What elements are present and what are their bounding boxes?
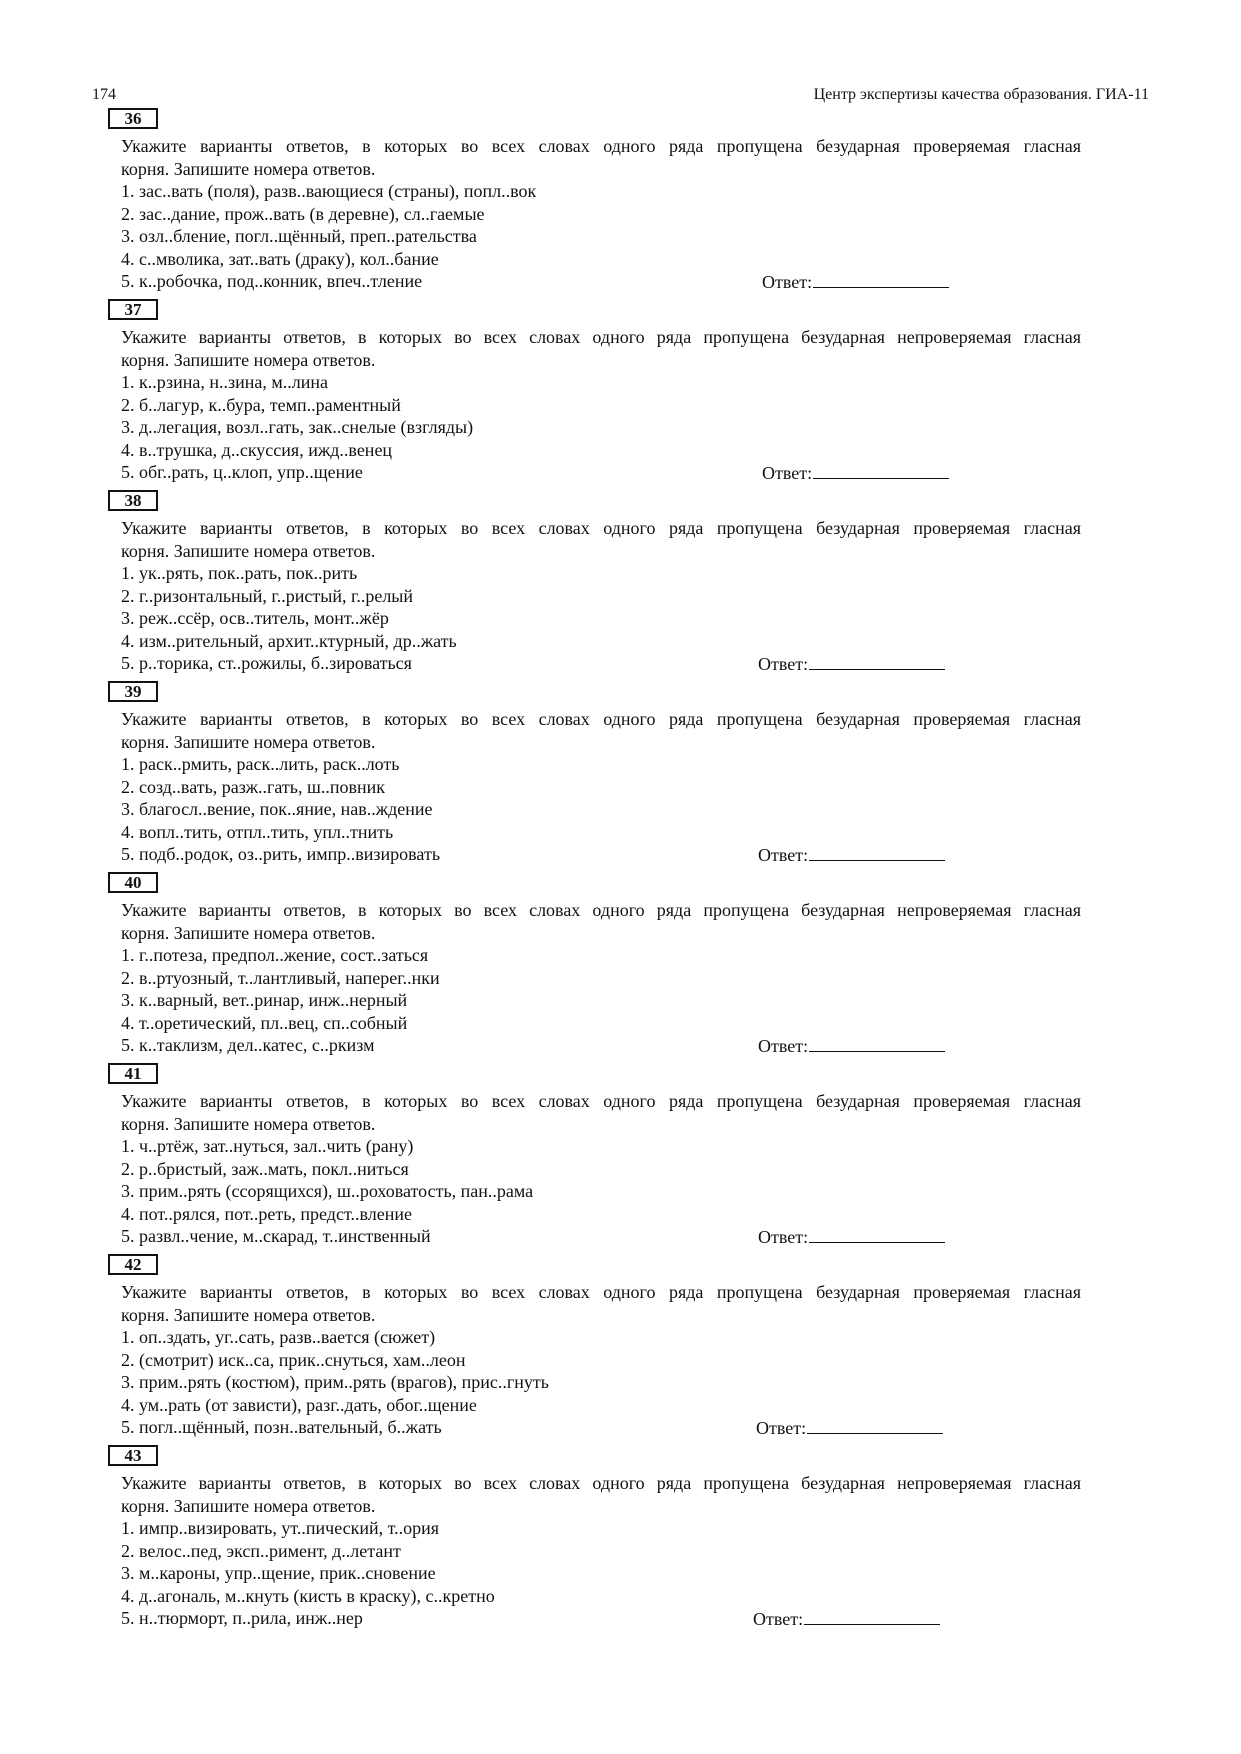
answer-label: Ответ: [762,463,813,483]
answer-option: 2. созд..вать, разж..гать, ш..повник [121,776,385,797]
answer-option: 3. реж..ссёр, осв..титель, монт..жёр [121,608,389,628]
question-block [108,299,1108,490]
prompt-line: корня. Запишите номера ответов. [121,1495,376,1516]
question-number: 39 [108,681,158,702]
answer-option: 5. н..тюрморт, п..рила, инж..нер [121,1608,363,1628]
answer-option: 3. д..легация, возл..гать, зак..снелые (взгляды) [121,417,474,437]
answer-option: 3. прим..рять (костюм), прим..рять (врагов), прис..гнуть [121,1372,550,1392]
prompt-line: корня. Запишите номера ответов. [121,158,376,179]
prompt-line: корня. Запишите номера ответов. [121,1113,376,1134]
page-header [92,86,1149,108]
answer-label: Ответ: [758,1227,809,1247]
answer-option: 5. погл..щённый, позн..вательный, б..жать [121,1417,442,1437]
question-number: 43 [108,1445,158,1466]
answer-field [758,1225,945,1249]
answer-blank-line[interactable] [809,843,945,861]
answer-label: Ответ: [758,845,809,865]
answer-label: Ответ: [756,1418,807,1438]
prompt-line: корня. Запишите номера ответов. [121,1304,376,1325]
question-number: 38 [108,490,158,511]
answer-option: 1. ук..рять, пок..рать, пок..рить [121,563,358,583]
answer-option: 3. благосл..вение, пок..яние, нав..ждение [121,799,433,819]
answer-field [758,1034,945,1058]
answer-option: 5. к..робочка, под..конник, впеч..тление [121,271,423,291]
answer-label: Ответ: [758,654,809,674]
answer-label: Ответ: [753,1609,804,1629]
prompt-line: Укажите варианты ответов, в которых во всех словах одного ряда пропущена безударная проверяемая гласная [121,1282,1081,1302]
answer-blank-line[interactable] [813,461,949,479]
question-list [108,108,1108,1636]
answer-option: 1. к..рзина, н..зина, м..лина [121,372,328,392]
answer-option: 4. в..трушка, д..скуссия, ижд..венец [121,439,393,460]
answer-option: 2. р..бристый, заж..мать, покл..ниться [121,1158,409,1179]
answer-field [756,1416,943,1440]
answer-option: 3. озл..бление, погл..щённый, преп..рательства [121,226,477,246]
answer-field [762,270,949,294]
answer-option: 4. вопл..тить, отпл..тить, упл..тнить [121,821,394,842]
answer-option: 1. ч..ртёж, зат..нуться, зал..чить (рану) [121,1136,414,1156]
question-prompt [121,708,1081,753]
answer-option: 5. подб..родок, оз..рить, импр..визировать [121,844,441,864]
prompt-line: корня. Запишите номера ответов. [121,731,376,752]
question-block [108,1445,1108,1636]
answer-option: 2. (смотрит) иск..са, прик..снуться, хам..леон [121,1349,466,1370]
question-block [108,1063,1108,1254]
answer-option: 5. развл..чение, м..скарад, т..инственный [121,1226,431,1246]
prompt-line: Укажите варианты ответов, в которых во всех словах одного ряда пропущена безударная непроверяемая гласная [121,327,1081,347]
answer-option: 4. ум..рать (от зависти), разг..дать, обог..щение [121,1394,477,1415]
answer-field [762,461,949,485]
prompt-line: корня. Запишите номера ответов. [121,349,376,370]
answer-option: 1. оп..здать, уг..сать, разв..вается (сюжет) [121,1327,436,1347]
question-block [108,872,1108,1063]
answer-option: 3. прим..рять (ссорящихся), ш..роховатость, пан..рама [121,1181,534,1201]
question-number: 36 [108,108,158,129]
prompt-line: корня. Запишите номера ответов. [121,922,376,943]
question-prompt [121,326,1081,371]
answer-option: 2. велос..пед, эксп..римент, д..летант [121,1540,401,1561]
answer-option: 2. в..ртуозный, т..лантливый, наперег..нки [121,967,440,988]
page-number: 174 [92,86,116,103]
answer-option: 1. зас..вать (поля), разв..вающиеся (страны), попл..вок [121,181,537,201]
answer-option: 4. пот..рялся, пот..реть, предст..вление [121,1203,412,1224]
answer-label: Ответ: [758,1036,809,1056]
answer-blank-line[interactable] [809,1034,945,1052]
answer-field [758,843,945,867]
answer-option: 3. к..варный, вет..ринар, инж..нерный [121,990,408,1010]
question-block [108,490,1108,681]
answer-blank-line[interactable] [813,270,949,288]
running-title: Центр экспертизы качества образования. ГИА-11 [813,86,1149,103]
prompt-line: Укажите варианты ответов, в которых во всех словах одного ряда пропущена безударная проверяемая гласная [121,518,1081,538]
answer-label: Ответ: [762,272,813,292]
question-prompt [121,1090,1081,1135]
answer-option: 5. к..таклизм, дел..катес, с..ркизм [121,1035,375,1055]
question-number: 37 [108,299,158,320]
answer-field [758,652,945,676]
answer-blank-line[interactable] [809,1225,945,1243]
question-number: 41 [108,1063,158,1084]
answer-blank-line[interactable] [804,1607,940,1625]
answer-option: 5. р..торика, ст..рожилы, б..зироваться [121,653,412,673]
answer-option: 4. т..оретический, пл..вец, сп..собный [121,1012,408,1033]
question-number: 40 [108,872,158,893]
answer-option: 2. зас..дание, прож..вать (в деревне), сл..гаемые [121,203,485,224]
prompt-line: Укажите варианты ответов, в которых во всех словах одного ряда пропущена безударная проверяемая гласная [121,136,1081,156]
answer-option: 1. г..потеза, предпол..жение, сост..заться [121,945,429,965]
answer-option: 1. раск..рмить, раск..лить, раск..лоть [121,754,400,774]
question-block [108,108,1108,299]
answer-field [753,1607,940,1631]
prompt-line: Укажите варианты ответов, в которых во всех словах одного ряда пропущена безударная непроверяемая гласная [121,1473,1081,1493]
question-prompt [121,1281,1081,1326]
question-number: 42 [108,1254,158,1275]
question-prompt [121,517,1081,562]
answer-blank-line[interactable] [807,1416,943,1434]
question-block [108,1254,1108,1445]
answer-option: 4. с..мволика, зат..вать (драку), кол..бание [121,248,439,269]
question-block [108,681,1108,872]
answer-option: 5. обг..рать, ц..клоп, упр..щение [121,462,363,482]
answer-option: 2. б..лагур, к..бура, темп..раментный [121,394,401,415]
prompt-line: Укажите варианты ответов, в которых во всех словах одного ряда пропущена безударная проверяемая гласная [121,1091,1081,1111]
prompt-line: Укажите варианты ответов, в которых во всех словах одного ряда пропущена безударная проверяемая гласная [121,709,1081,729]
answer-option: 3. м..кароны, упр..щение, прик..сновение [121,1563,436,1583]
answer-option: 4. изм..рительный, архит..ктурный, др..жать [121,630,457,651]
question-prompt [121,899,1081,944]
question-prompt [121,135,1081,180]
answer-option: 1. импр..визировать, ут..пический, т..ория [121,1518,440,1538]
answer-blank-line[interactable] [809,652,945,670]
prompt-line: Укажите варианты ответов, в которых во всех словах одного ряда пропущена безударная непроверяемая гласная [121,900,1081,920]
question-prompt [121,1472,1081,1517]
answer-option: 2. г..ризонтальный, г..ристый, г..релый [121,585,414,606]
answer-option: 4. д..агональ, м..кнуть (кисть в краску), с..кретно [121,1585,495,1606]
prompt-line: корня. Запишите номера ответов. [121,540,376,561]
